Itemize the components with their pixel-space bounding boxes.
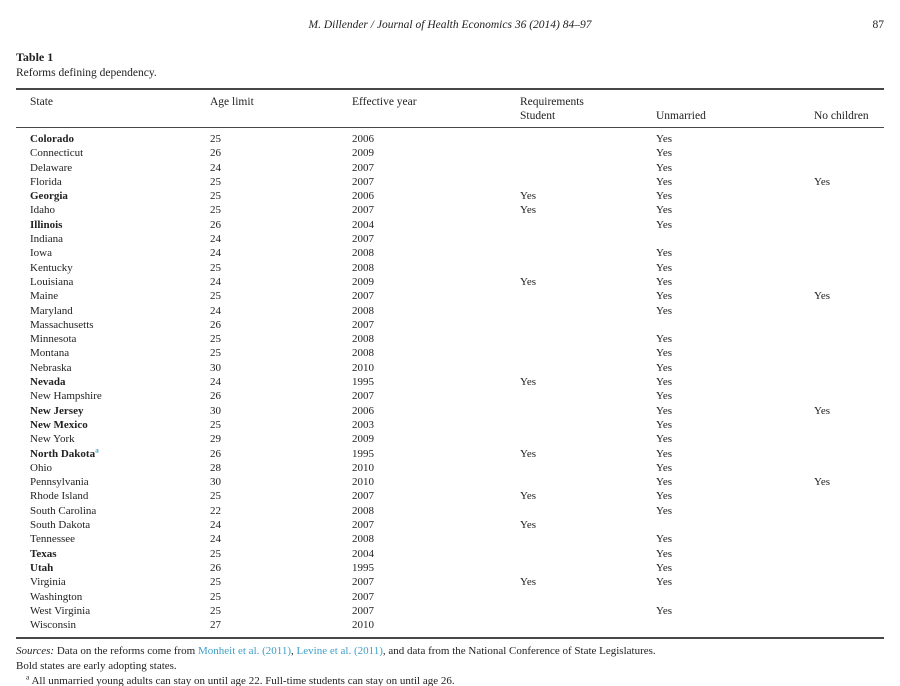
state-footnote-marker: a bbox=[95, 446, 99, 454]
no-children-cell bbox=[814, 346, 884, 360]
state-cell: Louisiana bbox=[30, 275, 74, 288]
age-limit-cell: 25 bbox=[210, 133, 221, 145]
effective-year-cell: 2007 bbox=[352, 175, 374, 188]
student-cell: Yes bbox=[520, 576, 537, 589]
table-row bbox=[16, 203, 884, 217]
student-cell bbox=[520, 532, 656, 546]
no-children-cell: Yes bbox=[814, 290, 831, 303]
state-cell: New York bbox=[30, 433, 75, 446]
unmarried-cell: Yes bbox=[656, 418, 673, 431]
student-cell bbox=[520, 561, 656, 575]
state-cell: Iowa bbox=[30, 247, 52, 260]
student-cell bbox=[520, 418, 656, 432]
student-cell bbox=[520, 218, 656, 232]
state-cell: Massachusetts bbox=[30, 318, 94, 331]
age-limit-cell: 26 bbox=[210, 390, 221, 403]
unmarried-cell: Yes bbox=[656, 533, 673, 546]
age-limit-cell: 30 bbox=[210, 404, 221, 417]
table-row bbox=[16, 618, 884, 638]
no-children-cell bbox=[814, 332, 884, 346]
unmarried-cell: Yes bbox=[656, 376, 673, 389]
effective-year-cell: 2004 bbox=[352, 547, 374, 560]
effective-year-cell: 2008 bbox=[352, 533, 374, 546]
sources-text-1: Data on the reforms come from bbox=[54, 645, 198, 658]
age-limit-cell: 24 bbox=[210, 376, 221, 389]
state-cell: Florida bbox=[30, 175, 62, 188]
col-header-age-limit: Age limit bbox=[210, 89, 352, 128]
unmarried-cell: Yes bbox=[656, 361, 673, 374]
levine-citation-link[interactable]: Levine et al. (2011) bbox=[296, 645, 383, 658]
table-label: Table 1 bbox=[16, 50, 54, 64]
student-cell bbox=[520, 128, 656, 147]
no-children-cell bbox=[814, 618, 884, 638]
student-cell bbox=[520, 246, 656, 260]
running-head-text: M. Dillender / Journal of Health Economics 36 (2014) 84–97 bbox=[308, 19, 592, 31]
no-children-cell bbox=[814, 361, 884, 375]
sources-note bbox=[16, 644, 884, 659]
state-cell: Maine bbox=[30, 290, 59, 303]
effective-year-cell: 2007 bbox=[352, 318, 374, 331]
state-cell: Virginia bbox=[30, 576, 66, 589]
table-row bbox=[16, 289, 884, 303]
state-cell: West Virginia bbox=[30, 604, 91, 617]
table-row bbox=[16, 504, 884, 518]
effective-year-cell: 2007 bbox=[352, 576, 374, 589]
age-limit-cell: 29 bbox=[210, 433, 221, 446]
table-row bbox=[16, 418, 884, 432]
no-children-cell bbox=[814, 203, 884, 217]
col-header-state: State bbox=[16, 89, 210, 128]
age-limit-cell: 25 bbox=[210, 190, 221, 203]
no-children-cell: Yes bbox=[814, 175, 831, 188]
student-cell bbox=[520, 261, 656, 275]
student-cell: Yes bbox=[520, 275, 537, 288]
unmarried-cell: Yes bbox=[656, 476, 673, 489]
unmarried-cell bbox=[656, 318, 814, 332]
unmarried-cell: Yes bbox=[656, 247, 673, 260]
state-cell: Washington bbox=[30, 590, 83, 603]
table-row bbox=[16, 547, 884, 561]
student-cell bbox=[520, 175, 656, 189]
student-cell: Yes bbox=[520, 204, 537, 217]
state-cell: North Dakota$^a$ bbox=[30, 446, 99, 460]
col-header-requirements bbox=[520, 89, 656, 128]
unmarried-cell: Yes bbox=[656, 190, 673, 203]
table-row bbox=[16, 604, 884, 618]
age-limit-cell: 25 bbox=[210, 547, 221, 560]
unmarried-cell: Yes bbox=[656, 433, 673, 446]
table-row bbox=[16, 575, 884, 589]
no-children-cell bbox=[814, 189, 884, 203]
no-children-cell bbox=[814, 232, 884, 246]
unmarried-cell: Yes bbox=[656, 304, 673, 317]
no-children-cell bbox=[814, 518, 884, 532]
state-cell: Tennessee bbox=[30, 533, 76, 546]
unmarried-cell: Yes bbox=[656, 147, 673, 160]
age-limit-cell: 24 bbox=[210, 519, 221, 532]
effective-year-cell: 2007 bbox=[352, 161, 374, 174]
effective-year-cell: 2007 bbox=[352, 204, 374, 217]
table-row bbox=[16, 146, 884, 160]
unmarried-cell bbox=[656, 518, 814, 532]
table-row bbox=[16, 318, 884, 332]
student-cell bbox=[520, 232, 656, 246]
table-row bbox=[16, 489, 884, 503]
table-row bbox=[16, 161, 884, 175]
no-children-cell bbox=[814, 218, 884, 232]
effective-year-cell: 2009 bbox=[352, 147, 374, 160]
table-row bbox=[16, 189, 884, 203]
col-header-unmarried: Unmarried bbox=[656, 89, 814, 128]
age-limit-cell: 30 bbox=[210, 361, 221, 374]
effective-year-cell: 2008 bbox=[352, 247, 374, 260]
no-children-cell bbox=[814, 590, 884, 604]
table-row bbox=[16, 218, 884, 232]
table-row bbox=[16, 532, 884, 546]
unmarried-cell bbox=[656, 618, 814, 638]
student-cell bbox=[520, 432, 656, 446]
no-children-cell bbox=[814, 318, 884, 332]
state-cell: New Hampshire bbox=[30, 390, 102, 403]
no-children-cell bbox=[814, 275, 884, 289]
age-limit-cell: 24 bbox=[210, 304, 221, 317]
age-limit-cell: 26 bbox=[210, 147, 221, 160]
age-limit-cell: 30 bbox=[210, 476, 221, 489]
no-children-cell bbox=[814, 461, 884, 475]
no-children-cell bbox=[814, 504, 884, 518]
age-limit-cell: 26 bbox=[210, 218, 221, 231]
effective-year-cell: 2006 bbox=[352, 404, 374, 417]
student-cell bbox=[520, 618, 656, 638]
no-children-cell bbox=[814, 604, 884, 618]
student-cell: Yes bbox=[520, 447, 537, 460]
table-row bbox=[16, 432, 884, 446]
age-limit-cell: 24 bbox=[210, 161, 221, 174]
unmarried-cell: Yes bbox=[656, 390, 673, 403]
bold-states-note: Bold states are early adopting states. bbox=[16, 660, 177, 673]
table-row bbox=[16, 304, 884, 318]
unmarried-cell: Yes bbox=[656, 333, 673, 346]
effective-year-cell: 2004 bbox=[352, 218, 374, 231]
unmarried-cell: Yes bbox=[656, 347, 673, 360]
unmarried-cell: Yes bbox=[656, 447, 673, 460]
effective-year-cell: 2009 bbox=[352, 275, 374, 288]
col-header-effective-year: Effective year bbox=[352, 89, 520, 128]
age-limit-cell: 25 bbox=[210, 590, 221, 603]
unmarried-cell bbox=[656, 590, 814, 604]
effective-year-cell: 2010 bbox=[352, 361, 374, 374]
effective-year-cell: 2010 bbox=[352, 461, 374, 474]
table-row bbox=[16, 461, 884, 475]
footnote-a-text: All unmarried young adults can stay on until age 22. Full-time students can stay on until age 26. bbox=[29, 674, 455, 686]
unmarried-cell: Yes bbox=[656, 275, 673, 288]
age-limit-cell: 26 bbox=[210, 447, 221, 460]
student-cell bbox=[520, 161, 656, 175]
unmarried-cell: Yes bbox=[656, 547, 673, 560]
student-cell bbox=[520, 475, 656, 489]
unmarried-cell: Yes bbox=[656, 561, 673, 574]
state-cell: New Mexico bbox=[30, 418, 88, 431]
table-row bbox=[16, 475, 884, 489]
table-row bbox=[16, 389, 884, 403]
no-children-cell bbox=[814, 432, 884, 446]
effective-year-cell: 1995 bbox=[352, 376, 374, 389]
age-limit-cell: 25 bbox=[210, 418, 221, 431]
unmarried-cell: Yes bbox=[656, 604, 673, 617]
effective-year-cell: 2007 bbox=[352, 290, 374, 303]
unmarried-cell: Yes bbox=[656, 161, 673, 174]
age-limit-cell: 25 bbox=[210, 204, 221, 217]
student-cell bbox=[520, 547, 656, 561]
student-cell bbox=[520, 504, 656, 518]
unmarried-cell: Yes bbox=[656, 290, 673, 303]
student-cell bbox=[520, 361, 656, 375]
page-number: 87 bbox=[872, 19, 884, 31]
age-limit-cell: 24 bbox=[210, 233, 221, 246]
sources-separator: , bbox=[291, 645, 297, 658]
age-limit-cell: 25 bbox=[210, 604, 221, 617]
age-limit-cell: 25 bbox=[210, 175, 221, 188]
col-header-student: Student bbox=[520, 109, 556, 122]
unmarried-cell: Yes bbox=[656, 461, 673, 474]
no-children-cell bbox=[814, 161, 884, 175]
no-children-cell bbox=[814, 575, 884, 589]
age-limit-cell: 24 bbox=[210, 247, 221, 260]
student-cell bbox=[520, 389, 656, 403]
no-children-cell bbox=[814, 246, 884, 260]
age-limit-cell: 25 bbox=[210, 576, 221, 589]
effective-year-cell: 2008 bbox=[352, 504, 374, 517]
sources-label: Sources: bbox=[16, 645, 55, 658]
requirements-header-label: Requirements bbox=[520, 96, 584, 108]
student-cell bbox=[520, 604, 656, 618]
no-children-cell bbox=[814, 261, 884, 275]
reforms-table bbox=[16, 88, 884, 639]
unmarried-cell: Yes bbox=[656, 133, 673, 145]
table-row bbox=[16, 518, 884, 532]
state-cell: New Jersey bbox=[30, 404, 84, 417]
sources-text-2: , and data from the National Conference of State Legislatures. bbox=[382, 645, 656, 658]
state-cell: Wisconsin bbox=[30, 619, 76, 632]
student-cell bbox=[520, 146, 656, 160]
effective-year-cell: 2007 bbox=[352, 390, 374, 403]
unmarried-cell: Yes bbox=[656, 204, 673, 217]
state-cell: Connecticut bbox=[30, 147, 84, 160]
no-children-cell: Yes bbox=[814, 476, 831, 489]
monheit-citation-link[interactable]: Monheit et al. (2011) bbox=[197, 645, 292, 658]
header-row bbox=[16, 89, 884, 128]
state-cell: South Carolina bbox=[30, 504, 97, 517]
age-limit-cell: 25 bbox=[210, 490, 221, 503]
effective-year-cell: 2006 bbox=[352, 133, 374, 145]
age-limit-cell: 26 bbox=[210, 318, 221, 331]
state-cell: Kentucky bbox=[30, 261, 73, 274]
effective-year-cell: 2008 bbox=[352, 347, 374, 360]
effective-year-cell: 1995 bbox=[352, 447, 374, 460]
no-children-cell bbox=[814, 547, 884, 561]
no-children-cell bbox=[814, 146, 884, 160]
student-cell bbox=[520, 332, 656, 346]
table-row bbox=[16, 232, 884, 246]
age-limit-cell: 24 bbox=[210, 275, 221, 288]
effective-year-cell: 2008 bbox=[352, 261, 374, 274]
no-children-cell bbox=[814, 532, 884, 546]
state-cell: Utah bbox=[30, 561, 54, 574]
unmarried-cell: Yes bbox=[656, 175, 673, 188]
effective-year-cell: 2006 bbox=[352, 190, 374, 203]
table-row bbox=[16, 275, 884, 289]
no-children-cell: Yes bbox=[814, 404, 831, 417]
no-children-cell bbox=[814, 375, 884, 389]
table-row bbox=[16, 246, 884, 260]
table-row bbox=[16, 375, 884, 389]
student-cell: Yes bbox=[520, 190, 537, 203]
state-cell: Pennsylvania bbox=[30, 476, 89, 489]
unmarried-cell: Yes bbox=[656, 261, 673, 274]
col-header-no-children: No children bbox=[814, 89, 884, 128]
state-cell: Montana bbox=[30, 347, 70, 360]
unmarried-cell: Yes bbox=[656, 504, 673, 517]
unmarried-cell: Yes bbox=[656, 404, 673, 417]
table-row bbox=[16, 346, 884, 360]
effective-year-cell: 2010 bbox=[352, 476, 374, 489]
age-limit-cell: 25 bbox=[210, 261, 221, 274]
footnote-a bbox=[16, 674, 884, 686]
effective-year-cell: 2009 bbox=[352, 433, 374, 446]
no-children-cell bbox=[814, 128, 884, 147]
running-head-bar bbox=[0, 0, 900, 33]
student-cell bbox=[520, 289, 656, 303]
student-cell: Yes bbox=[520, 519, 537, 532]
student-cell: Yes bbox=[520, 376, 537, 389]
effective-year-cell: 2003 bbox=[352, 418, 374, 431]
effective-year-cell: 2008 bbox=[352, 333, 374, 346]
no-children-cell bbox=[814, 418, 884, 432]
unmarried-cell: Yes bbox=[656, 576, 673, 589]
effective-year-cell: 1995 bbox=[352, 561, 374, 574]
unmarried-cell bbox=[656, 232, 814, 246]
table-row bbox=[16, 261, 884, 275]
effective-year-cell: 2007 bbox=[352, 233, 374, 246]
table-row bbox=[16, 175, 884, 189]
effective-year-cell: 2010 bbox=[352, 619, 374, 632]
student-cell bbox=[520, 590, 656, 604]
state-cell: Illinois bbox=[30, 218, 63, 231]
state-cell: Texas bbox=[30, 547, 57, 560]
table-row bbox=[16, 128, 884, 147]
table-row bbox=[16, 561, 884, 575]
student-cell bbox=[520, 404, 656, 418]
state-cell: Colorado bbox=[30, 133, 74, 145]
no-children-cell bbox=[814, 389, 884, 403]
age-limit-cell: 22 bbox=[210, 504, 221, 517]
state-cell: Indiana bbox=[30, 233, 63, 246]
state-cell: Nevada bbox=[30, 376, 66, 389]
no-children-cell bbox=[814, 447, 884, 461]
student-cell bbox=[520, 461, 656, 475]
table-row bbox=[16, 361, 884, 375]
table-header bbox=[16, 89, 884, 128]
table-row bbox=[16, 404, 884, 418]
effective-year-cell: 2007 bbox=[352, 604, 374, 617]
state-cell: Idaho bbox=[30, 204, 56, 217]
table-caption: Reforms defining dependency. bbox=[16, 67, 157, 79]
age-limit-cell: 25 bbox=[210, 333, 221, 346]
effective-year-cell: 2008 bbox=[352, 304, 374, 317]
student-cell bbox=[520, 318, 656, 332]
no-children-cell bbox=[814, 489, 884, 503]
state-cell: South Dakota bbox=[30, 519, 91, 532]
effective-year-cell: 2007 bbox=[352, 490, 374, 503]
age-limit-cell: 26 bbox=[210, 561, 221, 574]
no-children-cell bbox=[814, 561, 884, 575]
table-body bbox=[16, 128, 884, 639]
unmarried-cell: Yes bbox=[656, 490, 673, 503]
table-row bbox=[16, 447, 884, 461]
table-row bbox=[16, 332, 884, 346]
table-notes bbox=[16, 644, 884, 686]
age-limit-cell: 27 bbox=[210, 619, 221, 632]
age-limit-cell: 25 bbox=[210, 347, 221, 360]
student-cell bbox=[520, 346, 656, 360]
state-cell: Ohio bbox=[30, 461, 52, 474]
state-cell: Nebraska bbox=[30, 361, 72, 374]
effective-year-cell: 2007 bbox=[352, 590, 374, 603]
effective-year-cell: 2007 bbox=[352, 519, 374, 532]
age-limit-cell: 24 bbox=[210, 533, 221, 546]
age-limit-cell: 28 bbox=[210, 461, 221, 474]
age-limit-cell: 25 bbox=[210, 290, 221, 303]
unmarried-cell: Yes bbox=[656, 218, 673, 231]
state-cell: Delaware bbox=[30, 161, 73, 174]
student-cell bbox=[520, 304, 656, 318]
state-cell: Georgia bbox=[30, 190, 68, 203]
state-cell: Minnesota bbox=[30, 333, 77, 346]
no-children-cell bbox=[814, 304, 884, 318]
table-row bbox=[16, 590, 884, 604]
state-cell: Maryland bbox=[30, 304, 73, 317]
student-cell: Yes bbox=[520, 490, 537, 503]
state-cell: Rhode Island bbox=[30, 490, 89, 503]
footnote-a-marker: a bbox=[26, 672, 30, 682]
